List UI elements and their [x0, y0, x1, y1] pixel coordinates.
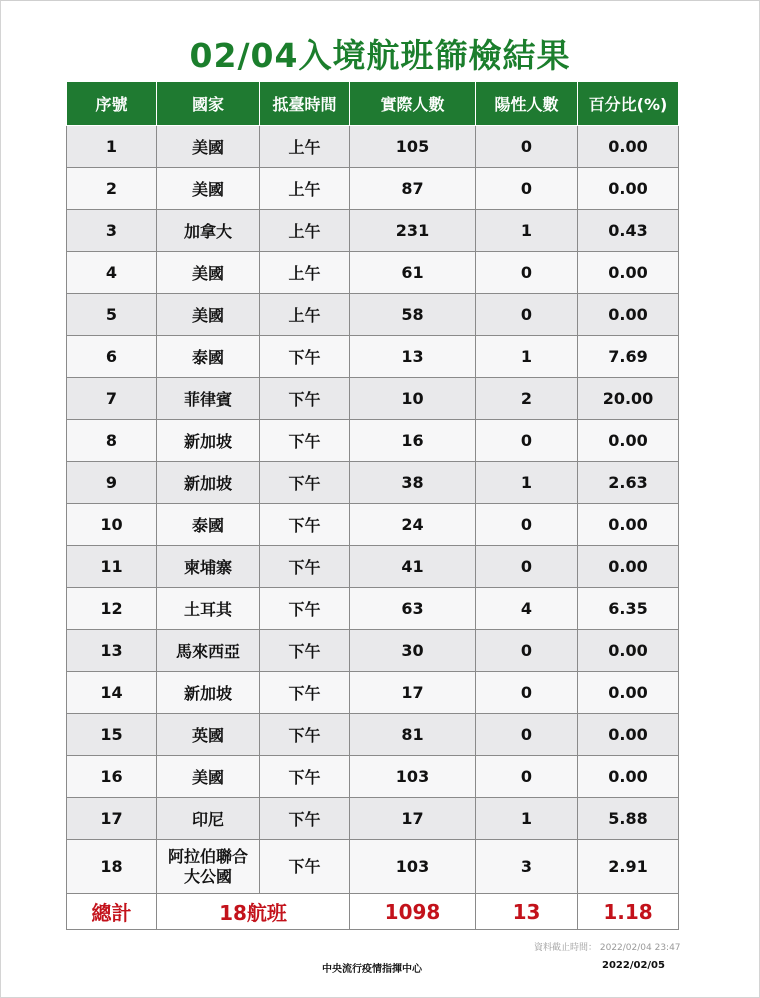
cell-arrival-time: 下午: [260, 840, 350, 894]
table-row: [67, 420, 679, 462]
data-cutoff-time: 資料截止時間： 2022/02/04 23:47: [534, 943, 681, 953]
cell-positive-count: 3: [476, 840, 578, 894]
cell-actual-count: 61: [350, 252, 476, 294]
cell-arrival-time: 下午: [260, 756, 350, 798]
cell-actual-count: 63: [350, 588, 476, 630]
cell-serial: 10: [67, 504, 157, 546]
cell-positive-count: 1: [476, 798, 578, 840]
cell-positive-count: 0: [476, 630, 578, 672]
cell-country: 美國: [157, 252, 260, 294]
table-row: [67, 210, 679, 252]
page-title: 02/04入境航班篩檢結果: [189, 36, 571, 75]
cell-country: 菲律賓: [157, 378, 260, 420]
total-positive: 13: [476, 894, 578, 930]
footer-date: 2022/02/05: [602, 960, 665, 971]
table-row: [67, 630, 679, 672]
cell-actual-count: 103: [350, 840, 476, 894]
cell-actual-count: 81: [350, 714, 476, 756]
cell-country: 美國: [157, 126, 260, 168]
cell-serial: 2: [67, 168, 157, 210]
table-row: [67, 546, 679, 588]
cell-arrival-time: 下午: [260, 378, 350, 420]
header-serial: 序號: [67, 82, 157, 126]
cell-actual-count: 17: [350, 798, 476, 840]
cell-positive-count: 0: [476, 252, 578, 294]
cell-percent: 0.00: [578, 672, 679, 714]
cell-serial: 18: [67, 840, 157, 894]
cell-percent: 0.00: [578, 420, 679, 462]
cell-arrival-time: 下午: [260, 420, 350, 462]
cell-arrival-time: 下午: [260, 630, 350, 672]
cell-country: 新加坡: [157, 420, 260, 462]
cell-country: 泰國: [157, 504, 260, 546]
cell-serial: 4: [67, 252, 157, 294]
cell-country: 馬來西亞: [157, 630, 260, 672]
cell-percent: 0.00: [578, 714, 679, 756]
cell-serial: 8: [67, 420, 157, 462]
cell-percent: 5.88: [578, 798, 679, 840]
cell-country: 新加坡: [157, 462, 260, 504]
cell-arrival-time: 上午: [260, 168, 350, 210]
cell-actual-count: 58: [350, 294, 476, 336]
cell-positive-count: 0: [476, 672, 578, 714]
cell-arrival-time: 下午: [260, 714, 350, 756]
table-row: [67, 168, 679, 210]
cell-serial: 16: [67, 756, 157, 798]
cell-country: 美國: [157, 168, 260, 210]
header-arrival-time: 抵臺時間: [260, 82, 350, 126]
cell-serial: 11: [67, 546, 157, 588]
cell-positive-count: 0: [476, 756, 578, 798]
table-row: [67, 714, 679, 756]
table-row: [67, 588, 679, 630]
cell-serial: 7: [67, 378, 157, 420]
cell-arrival-time: 上午: [260, 252, 350, 294]
cell-positive-count: 0: [476, 546, 578, 588]
cell-positive-count: 0: [476, 168, 578, 210]
header-country: 國家: [157, 82, 260, 126]
cell-percent: 7.69: [578, 336, 679, 378]
screening-results-table: [66, 81, 679, 930]
cell-actual-count: 41: [350, 546, 476, 588]
table-row: [67, 126, 679, 168]
cell-actual-count: 13: [350, 336, 476, 378]
header-positive-count: 陽性人數: [476, 82, 578, 126]
total-people: 1098: [350, 894, 476, 930]
cell-serial: 14: [67, 672, 157, 714]
cell-percent: 0.00: [578, 546, 679, 588]
table-row: [67, 504, 679, 546]
total-row: [67, 894, 679, 930]
cell-positive-count: 0: [476, 504, 578, 546]
cell-serial: 17: [67, 798, 157, 840]
cell-actual-count: 38: [350, 462, 476, 504]
header-percent: 百分比(%): [578, 82, 679, 126]
cell-country: 泰國: [157, 336, 260, 378]
cell-percent: 0.00: [578, 252, 679, 294]
cell-percent: 0.00: [578, 126, 679, 168]
cell-country: 美國: [157, 756, 260, 798]
cell-serial: 5: [67, 294, 157, 336]
table-row: [67, 252, 679, 294]
cell-percent: 2.63: [578, 462, 679, 504]
cell-country: 柬埔寨: [157, 546, 260, 588]
cell-serial: 6: [67, 336, 157, 378]
cell-positive-count: 2: [476, 378, 578, 420]
cell-arrival-time: 下午: [260, 546, 350, 588]
cell-actual-count: 103: [350, 756, 476, 798]
cell-percent: 0.00: [578, 504, 679, 546]
cell-percent: 6.35: [578, 588, 679, 630]
cell-positive-count: 4: [476, 588, 578, 630]
cell-arrival-time: 下午: [260, 504, 350, 546]
cell-percent: 2.91: [578, 840, 679, 894]
cell-positive-count: 0: [476, 126, 578, 168]
table-header-row: [67, 82, 679, 126]
cell-positive-count: 0: [476, 294, 578, 336]
cell-actual-count: 30: [350, 630, 476, 672]
table-row: [67, 672, 679, 714]
cell-serial: 3: [67, 210, 157, 252]
cell-percent: 0.00: [578, 168, 679, 210]
cell-arrival-time: 下午: [260, 672, 350, 714]
cell-positive-count: 0: [476, 714, 578, 756]
cell-serial: 1: [67, 126, 157, 168]
cell-percent: 20.00: [578, 378, 679, 420]
cell-country: 土耳其: [157, 588, 260, 630]
cell-country: 加拿大: [157, 210, 260, 252]
total-label: 總計: [67, 894, 157, 930]
cell-arrival-time: 上午: [260, 126, 350, 168]
cell-serial: 15: [67, 714, 157, 756]
cell-positive-count: 1: [476, 210, 578, 252]
cell-arrival-time: 上午: [260, 294, 350, 336]
cell-actual-count: 87: [350, 168, 476, 210]
cell-positive-count: 1: [476, 336, 578, 378]
table-row: [67, 462, 679, 504]
cell-percent: 0.00: [578, 756, 679, 798]
cell-percent: 0.00: [578, 294, 679, 336]
table-row: [67, 336, 679, 378]
cell-actual-count: 105: [350, 126, 476, 168]
cell-arrival-time: 上午: [260, 210, 350, 252]
table-row: [67, 294, 679, 336]
table-row: [67, 840, 679, 894]
cell-positive-count: 0: [476, 420, 578, 462]
header-actual-count: 實際人數: [350, 82, 476, 126]
cell-actual-count: 10: [350, 378, 476, 420]
cell-serial: 9: [67, 462, 157, 504]
table-row: [67, 798, 679, 840]
table-row: [67, 378, 679, 420]
cell-country: 英國: [157, 714, 260, 756]
cell-country: 美國: [157, 294, 260, 336]
cell-country: 阿拉伯聯合大公國: [157, 840, 260, 894]
cell-country: 新加坡: [157, 672, 260, 714]
cell-arrival-time: 下午: [260, 336, 350, 378]
table-row: [67, 756, 679, 798]
cell-serial: 12: [67, 588, 157, 630]
cell-arrival-time: 下午: [260, 588, 350, 630]
cell-actual-count: 17: [350, 672, 476, 714]
cell-country: 印尼: [157, 798, 260, 840]
cell-arrival-time: 下午: [260, 462, 350, 504]
cell-actual-count: 24: [350, 504, 476, 546]
cell-serial: 13: [67, 630, 157, 672]
cell-percent: 0.43: [578, 210, 679, 252]
cell-positive-count: 1: [476, 462, 578, 504]
cell-arrival-time: 下午: [260, 798, 350, 840]
total-percent: 1.18: [578, 894, 679, 930]
footer-organization: 中央流行疫情指揮中心: [322, 964, 422, 975]
cell-percent: 0.00: [578, 630, 679, 672]
cell-actual-count: 16: [350, 420, 476, 462]
cell-actual-count: 231: [350, 210, 476, 252]
total-flights: 18航班: [157, 894, 350, 930]
